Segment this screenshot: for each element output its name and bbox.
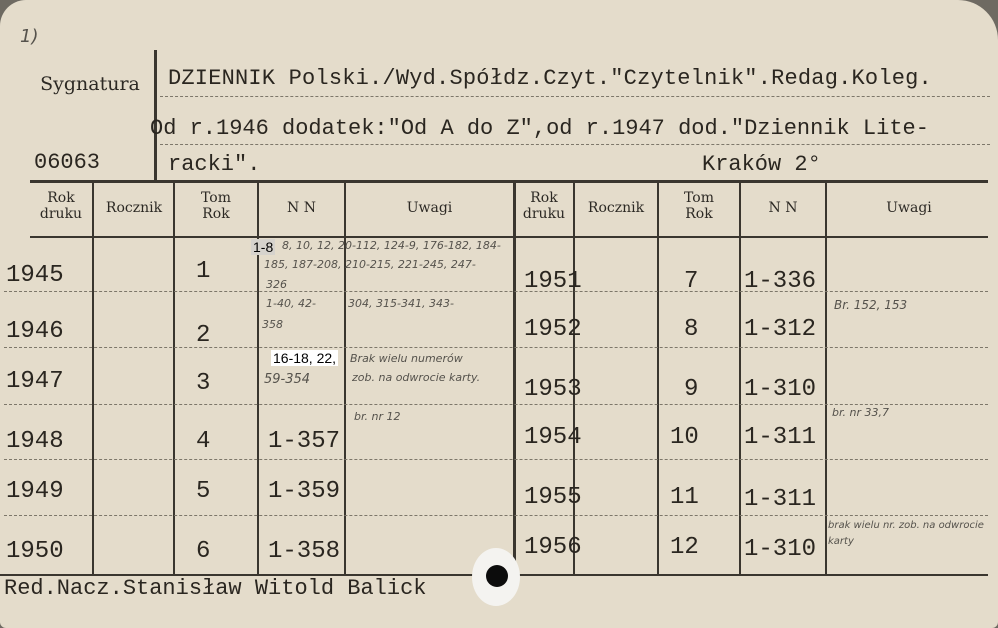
handwritten-1946-line2: 358 bbox=[262, 318, 283, 331]
row-tom: 10 bbox=[670, 424, 699, 451]
place-of-publication: Kraków 2° bbox=[702, 152, 821, 177]
title-line-2: Od r.1946 dodatek:"Od A do Z",od r.1947 dod."Dziennik Lite- bbox=[150, 116, 929, 141]
row-year: 1949 bbox=[6, 478, 64, 505]
annotation-sticker: 16-18, 22, bbox=[273, 350, 337, 366]
row-nn: 1-310 bbox=[744, 536, 817, 563]
handwritten-1947-uwagi-1: Brak wielu numerów bbox=[350, 352, 463, 365]
punch-hole bbox=[472, 548, 520, 606]
row-year: 1947 bbox=[6, 368, 64, 395]
row-guide bbox=[4, 291, 988, 292]
row-guide bbox=[4, 347, 988, 348]
row-nn: 1-312 bbox=[744, 316, 817, 343]
row-nn: 1-357 bbox=[268, 428, 341, 455]
row-uwagi: br. nr 33,7 bbox=[832, 406, 889, 419]
row-nn: 1-310 bbox=[744, 376, 817, 403]
row-tom: 11 bbox=[670, 484, 699, 511]
row-year: 1948 bbox=[6, 428, 64, 455]
row-tom: 6 bbox=[196, 538, 211, 565]
handwritten-1945-line3: 326 bbox=[266, 278, 287, 291]
row-tom: 1 bbox=[196, 258, 211, 285]
col-header-uwagi: Uwagi bbox=[886, 200, 932, 216]
sygnatura-value: 06063 bbox=[34, 150, 101, 175]
row-guide bbox=[4, 515, 988, 516]
col-header-rok-druku: Rok druku bbox=[39, 190, 83, 222]
row-tom: 3 bbox=[196, 370, 211, 397]
row-year: 1946 bbox=[6, 318, 64, 345]
editor-in-chief: Red.Nacz.Stanisław Witold Balick bbox=[4, 576, 427, 601]
row-year: 1956 bbox=[524, 534, 582, 561]
handwritten-1946-line3: 304, 315-341, 343- bbox=[348, 297, 454, 310]
header-vertical-rule bbox=[154, 50, 157, 180]
row-year: 1953 bbox=[524, 376, 582, 403]
row-guide bbox=[4, 459, 988, 460]
col-header-tom-rok: Tom Rok bbox=[201, 190, 231, 222]
row-nn: 1-311 bbox=[744, 424, 817, 451]
row-tom: 9 bbox=[684, 376, 699, 403]
row-tom: 4 bbox=[196, 428, 211, 455]
col-header-rocznik: Rocznik bbox=[105, 200, 163, 216]
handwritten-1948-uwagi: br. nr 12 bbox=[354, 410, 401, 423]
col-header-nn: N N bbox=[768, 200, 798, 216]
row-tom: 2 bbox=[196, 322, 211, 349]
row-nn: 1-336 bbox=[744, 268, 817, 295]
title-line-1: DZIENNIK Polski./Wyd.Spółdz.Czyt."Czytelnik".Redag.Koleg. bbox=[168, 66, 932, 91]
row-nn: 1-311 bbox=[744, 486, 817, 513]
row-year: 1945 bbox=[6, 262, 64, 289]
handwritten-1946-line1: 1-40, 42- bbox=[266, 297, 316, 310]
handwritten-1947-nn: 59-354 bbox=[264, 372, 311, 387]
col-header-rok-druku: Rok druku bbox=[522, 190, 566, 222]
row-year: 1951 bbox=[524, 268, 582, 295]
col-header-rocznik: Rocznik bbox=[587, 200, 645, 216]
col-header-tom-rok: Tom Rok bbox=[684, 190, 714, 222]
row-nn: 1-358 bbox=[268, 538, 341, 565]
row-nn: 1-359 bbox=[268, 478, 341, 505]
title-guide-1 bbox=[160, 96, 990, 97]
row-tom: 7 bbox=[684, 268, 699, 295]
row-year: 1952 bbox=[524, 316, 582, 343]
row-uwagi: brak wielu nr. zob. na odwrocie karty bbox=[828, 520, 984, 547]
corner-mark: 1) bbox=[20, 26, 39, 47]
row-guide bbox=[4, 404, 988, 405]
col-header-uwagi: Uwagi bbox=[406, 200, 453, 216]
row-tom: 5 bbox=[196, 478, 211, 505]
row-tom: 8 bbox=[684, 316, 699, 343]
title-line-3: racki". bbox=[168, 152, 261, 177]
row-year: 1950 bbox=[6, 538, 64, 565]
annotation-sticker: 1-8 bbox=[253, 239, 274, 255]
title-guide-2 bbox=[160, 144, 990, 145]
row-year: 1954 bbox=[524, 424, 582, 451]
sygnatura-label: Sygnatura bbox=[40, 73, 140, 95]
row-uwagi: Br. 152, 153 bbox=[834, 298, 908, 312]
handwritten-1947-uwagi-2: zob. na odwrocie karty. bbox=[352, 371, 481, 384]
handwritten-1945-line1: 8, 10, 12, 20-112, 124-9, 176-182, 184- bbox=[282, 239, 501, 252]
handwritten-1945-line2: 185, 187-208, 210-215, 221-245, 247- bbox=[264, 258, 476, 271]
punch-hole-center bbox=[486, 565, 508, 587]
col-header-nn: N N bbox=[287, 200, 316, 216]
row-year: 1955 bbox=[524, 484, 582, 511]
row-tom: 12 bbox=[670, 534, 699, 561]
